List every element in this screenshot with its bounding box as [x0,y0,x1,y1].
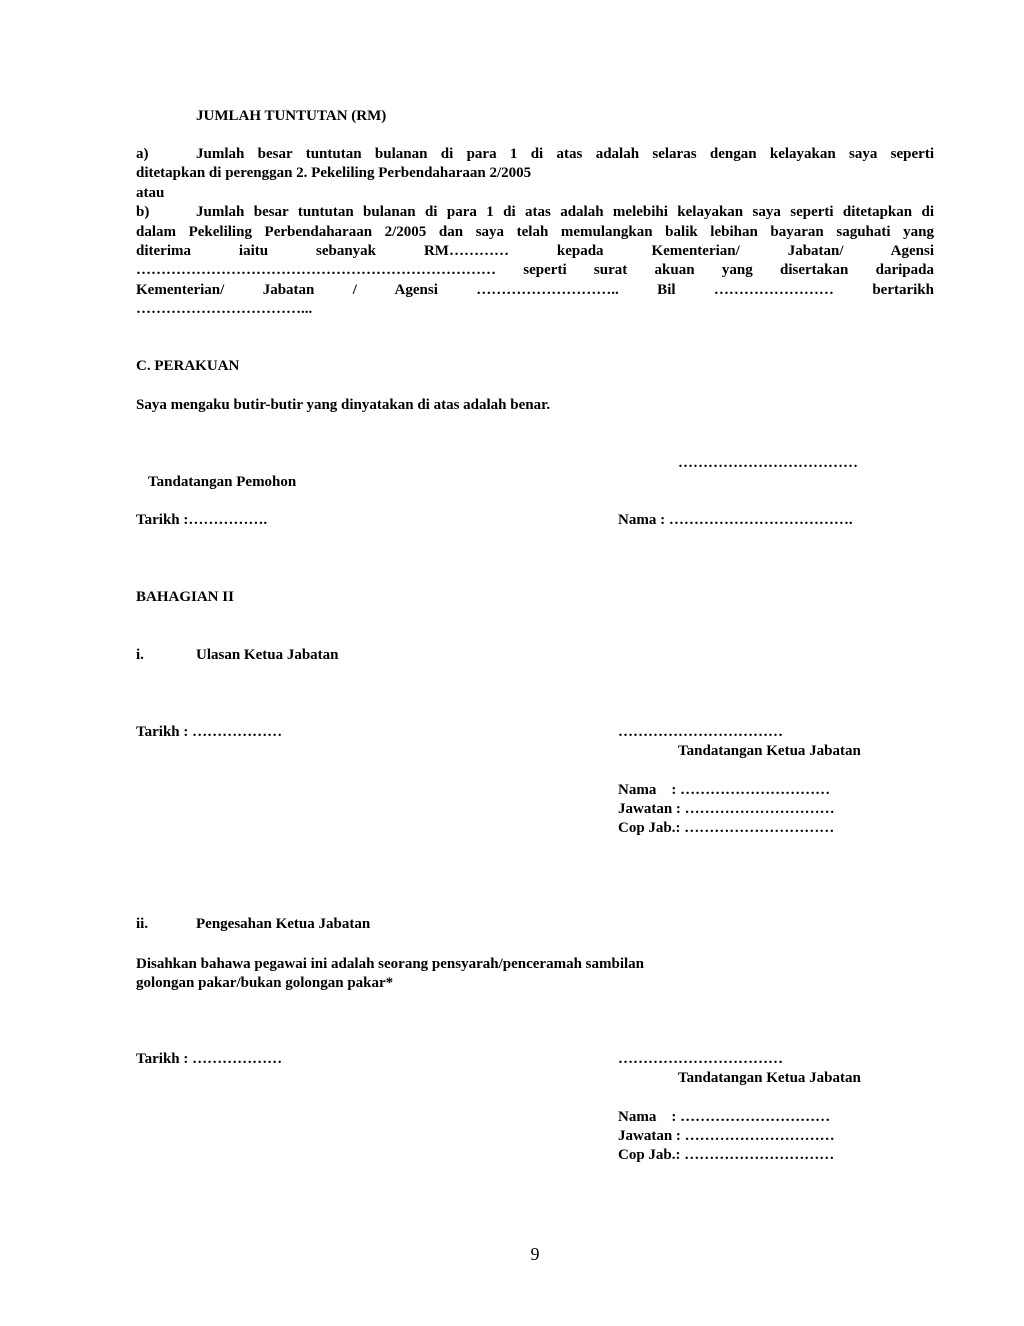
review-post-field: Jawatan : ………………………… [618,801,835,817]
applicant-date-field: Tarikh :……………. [136,512,268,528]
page-number: 9 [530,1244,540,1264]
approval-date-field: Tarikh : ……………… [136,1051,283,1067]
option-b-line6: ……………………………... [136,301,313,318]
approval-name-field: Nama : ………………………… [618,1109,831,1125]
applicant-name-field: Nama : ………………………………. [618,512,853,528]
option-b-label: b) [136,204,150,221]
approval-stamp-field: Cop Jab.: ………………………… [618,1147,835,1163]
applicant-signature-dots: ……………………………… [678,455,858,471]
option-b-line1: Jumlah besar tuntutan bulanan di para 1 di atas adalah melebihi kelayakan saya seperti ditetapkan di [196,204,934,221]
approval-post-field: Jawatan : ………………………… [618,1128,835,1144]
review-stamp-field: Cop Jab.: ………………………… [618,820,835,836]
approval-statement-line1: Disahkan bahawa pegawai ini adalah seorang pensyarah/penceramah sambilan [136,956,645,972]
approval-signature-label: Tandatangan Ketua Jabatan [678,1070,861,1086]
review-signature-label: Tandatangan Ketua Jabatan [678,743,861,759]
part2-heading: BAHAGIAN II [136,589,234,605]
option-b-line3: diterima iaitu sebanyak RM………… kepada Kementerian/ Jabatan/ Agensi [136,243,934,260]
option-b-line4: ……………………………………………………………… seperti surat akuan yang disertakan daripada [136,262,934,279]
option-a-label: a) [136,146,149,162]
amount-heading: JUMLAH TUNTUTAN (RM) [196,108,387,124]
option-a-line2: ditetapkan di perenggan 2. Pekeliling Perbendaharaan 2/2005 [136,165,532,182]
review-number: i. [136,647,144,663]
option-a-line1: Jumlah besar tuntutan bulanan di para 1 di atas adalah selaras dengan kelayakan saya seperti [196,146,934,162]
declaration-heading: C. PERAKUAN [136,358,240,374]
option-a-paragraph [136,145,934,320]
approval-signature-dots: …………………………… [618,1051,783,1067]
review-name-field: Nama : ………………………… [618,782,831,798]
option-b-line2: dalam Pekeliling Perbendaharaan 2/2005 dan saya telah memulangkan balik lebihan bayaran saguhati yang [136,223,934,240]
applicant-signature-label: Tandatangan Pemohon [148,474,297,490]
review-date-field: Tarikh : ……………… [136,724,283,740]
approval-number: ii. [136,916,149,932]
review-title: Ulasan Ketua Jabatan [196,647,339,663]
declaration-statement: Saya mengaku butir-butir yang dinyatakan di atas adalah benar. [136,397,551,413]
approval-title: Pengesahan Ketua Jabatan [196,916,371,932]
approval-statement-line2: golongan pakar/bukan golongan pakar* [136,975,394,991]
or-text: atau [136,184,165,201]
option-b-line5: Kementerian/ Jabatan / Agensi ……………………….. Bil …………………… bertarikh [136,281,934,298]
review-signature-dots: …………………………… [618,724,783,740]
